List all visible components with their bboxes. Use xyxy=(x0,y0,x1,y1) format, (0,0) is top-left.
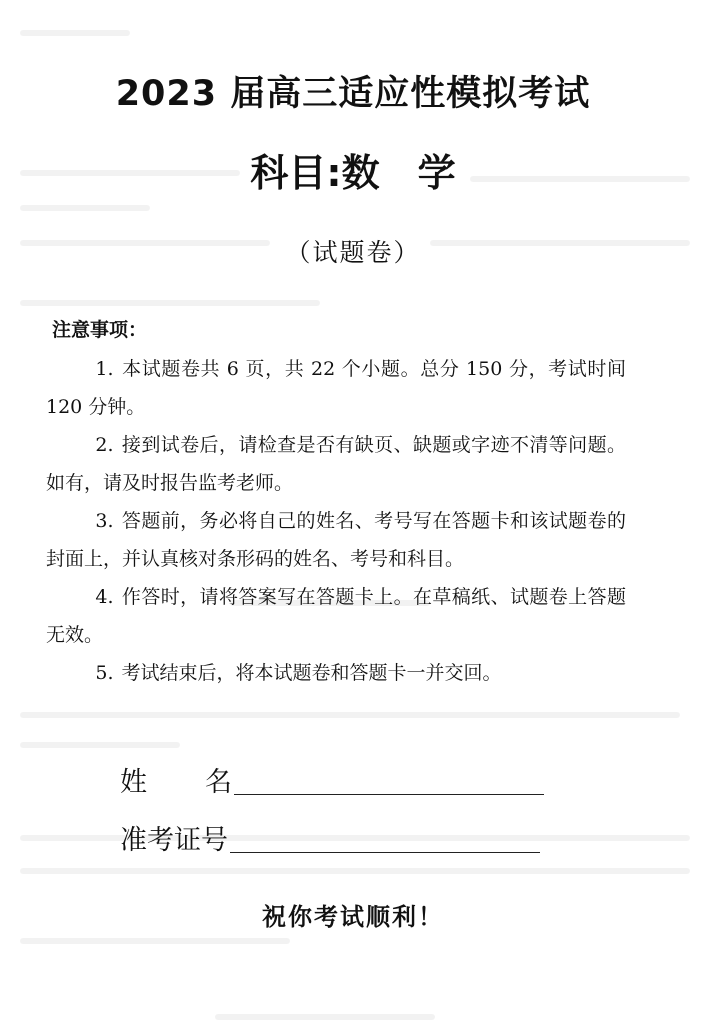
notice-text: 考试结束后，将本试题卷和答题卡一并交回。 xyxy=(121,662,502,684)
notice-item xyxy=(46,502,626,578)
bleed-through-mark xyxy=(215,1014,435,1020)
subject-suffix: 学 xyxy=(417,151,456,195)
exam-id-field xyxy=(120,818,540,857)
notice-list xyxy=(46,350,626,692)
notice-number: 3. xyxy=(95,510,114,532)
exam-title: 2023 届高三适应性模拟考试 xyxy=(115,74,591,114)
notice-number: 2. xyxy=(95,434,114,456)
notice-text: 接到试卷后，请检查是否有缺页、缺题或字迹不清等问题。如有，请及时报告监考老师。 xyxy=(46,434,626,494)
closing-wish: 祝你考试顺利！ xyxy=(262,903,444,931)
notice-number: 4. xyxy=(95,586,114,608)
notice-item xyxy=(46,426,626,502)
notice-item xyxy=(46,654,626,692)
notice-text: 答题前，务必将自己的姓名、考号写在答题卡和该试题卷的封面上，并认真核对条形码的姓名、考号和科目。 xyxy=(46,510,626,570)
bleed-through-mark xyxy=(20,300,320,306)
notice-number: 1. xyxy=(95,358,114,380)
notice-heading: 注意事项： xyxy=(52,319,148,341)
paper-type-label: （试题卷） xyxy=(285,238,421,267)
bleed-through-mark xyxy=(20,30,130,36)
subject-prefix: 科目:数 xyxy=(250,151,380,195)
name-write-line[interactable] xyxy=(234,794,544,795)
name-label: 姓名 xyxy=(120,767,232,798)
bleed-through-mark xyxy=(20,938,290,944)
notice-text: 本试题卷共 6 页，共 22 个小题。总分 150 分，考试时间 120 分钟。 xyxy=(46,358,626,418)
bleed-through-mark xyxy=(20,712,680,718)
notice-number: 5. xyxy=(95,662,114,684)
bleed-through-mark xyxy=(20,205,150,211)
exam-id-write-line[interactable] xyxy=(230,852,540,853)
name-field xyxy=(120,760,544,799)
exam-id-label: 准考证号 xyxy=(120,825,228,856)
notice-item xyxy=(46,350,626,426)
bleed-through-mark xyxy=(20,742,180,748)
bleed-through-mark xyxy=(20,868,690,874)
notice-text: 作答时，请将答案写在答题卡上。在草稿纸、试题卷上答题无效。 xyxy=(46,586,626,646)
subject-line xyxy=(0,142,706,197)
notice-item xyxy=(46,578,626,654)
